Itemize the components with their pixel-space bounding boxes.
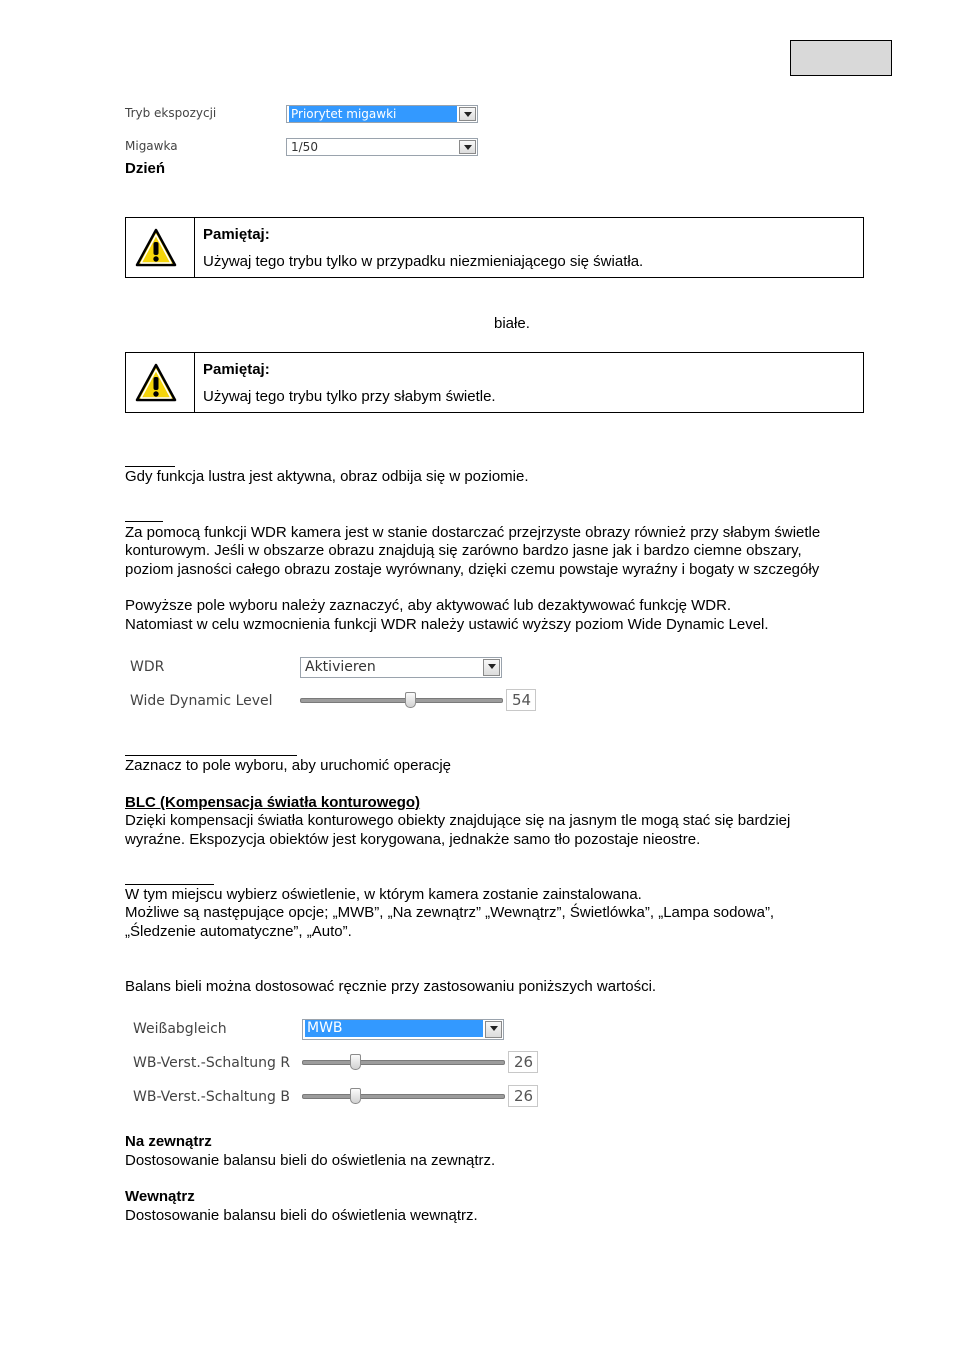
wb-r-slider[interactable]: [302, 1060, 505, 1065]
wb-b-value[interactable]: 26: [508, 1085, 538, 1107]
heading-underline: [125, 755, 297, 756]
exposure-mode-select[interactable]: [286, 105, 478, 123]
chevron-down-icon[interactable]: [485, 1021, 502, 1038]
wide-dynamic-level-slider[interactable]: [300, 698, 503, 703]
heading-underline: [125, 521, 163, 522]
lighting-line: „Śledzenie automatyczne”, „Auto”.: [125, 923, 352, 940]
note-text: Używaj tego trybu tylko przy słabym świetle.: [203, 388, 496, 405]
wide-dynamic-level-value[interactable]: 54: [506, 689, 536, 711]
exposure-mode-value: Priorytet migawki: [289, 106, 457, 122]
mirror-text: Gdy funkcja lustra jest aktywna, obraz odbija się w poziomie.: [125, 468, 529, 485]
wdr-paragraph-line: konturowym. Jeśli w obszarze obrazu znajdują się zarówno bardzo jasne jak i bardzo ciemne obszary,: [125, 542, 802, 559]
note-box: [125, 217, 864, 278]
shutter-label: Migawka: [125, 139, 178, 153]
outdoor-text: Dostosowanie balansu bieli do oświetlenia na zewnątrz.: [125, 1152, 496, 1169]
icon-cell: [126, 353, 195, 412]
warning-icon: [135, 363, 177, 403]
day-heading: Dzień: [125, 160, 166, 177]
icon-cell: [126, 218, 195, 277]
white-balance-select[interactable]: [302, 1019, 504, 1040]
wdr-select[interactable]: [300, 657, 502, 678]
slider-thumb[interactable]: [350, 1088, 361, 1104]
white-balance-label: Weißabgleich: [133, 1021, 227, 1037]
blc-heading: BLC (Kompensacja światła konturowego): [125, 794, 421, 811]
warning-icon: [135, 228, 177, 268]
shutter-select[interactable]: [286, 138, 478, 156]
slider-thumb[interactable]: [405, 692, 416, 708]
wdr-paragraph-line: Powyższe pole wyboru należy zaznaczyć, aby aktywować lub dezaktywować funkcję WDR.: [125, 597, 732, 614]
chevron-down-icon[interactable]: [483, 659, 500, 676]
wdr-paragraph-line: poziom jasności całego obrazu zostaje wyrównany, dzięki czemu powstaje wyraźny i bogaty w szczegóły: [125, 561, 820, 578]
heading-underline: [125, 884, 214, 885]
note-title: Pamiętaj:: [203, 361, 270, 378]
wb-r-value[interactable]: 26: [508, 1051, 538, 1073]
heading-underline: [125, 466, 175, 467]
white-balance-value: MWB: [305, 1020, 483, 1037]
wb-manual-text: Balans bieli można dostosować ręcznie przy zastosowaniu poniższych wartości.: [125, 978, 657, 995]
wdr-value: Aktivieren: [305, 659, 376, 675]
note-title: Pamiętaj:: [203, 226, 270, 243]
chevron-down-icon[interactable]: [459, 140, 476, 154]
indoor-heading: Wewnątrz: [125, 1188, 195, 1205]
wide-dynamic-level-label: Wide Dynamic Level: [130, 693, 273, 709]
checkbox-text: Zaznacz to pole wyboru, aby uruchomić operację: [125, 757, 452, 774]
wdr-paragraph-line: Natomiast w celu wzmocnienia funkcji WDR należy ustawić wyższy poziom Wide Dynamic Level.: [125, 616, 769, 633]
exposure-mode-label: Tryb ekspozycji: [125, 106, 217, 120]
page-number-box: [790, 40, 892, 76]
note-text: Używaj tego trybu tylko w przypadku niezmieniającego się światła.: [203, 253, 644, 270]
wb-b-label: WB-Verst.-Schaltung B: [133, 1089, 290, 1105]
wdr-label: WDR: [130, 659, 165, 675]
indoor-text: Dostosowanie balansu bieli do oświetlenia wewnątrz.: [125, 1207, 478, 1224]
slider-thumb[interactable]: [350, 1054, 361, 1070]
lighting-line: Możliwe są następujące opcje; „MWB”, „Na zewnątrz” „Wewnątrz”, Świetlówka”, „Lampa sodowa”,: [125, 904, 775, 921]
bw-text: białe.: [494, 315, 530, 332]
shutter-value: 1/50: [291, 140, 318, 154]
blc-line: Dzięki kompensacji światła konturowego obiekty znajdujące się na jasnym tle mogą stać się bardziej: [125, 812, 791, 829]
note-box: [125, 352, 864, 413]
wb-r-label: WB-Verst.-Schaltung R: [133, 1055, 291, 1071]
chevron-down-icon[interactable]: [459, 107, 476, 121]
lighting-line: W tym miejscu wybierz oświetlenie, w którym kamera zostanie zainstalowana.: [125, 886, 642, 903]
wb-b-slider[interactable]: [302, 1094, 505, 1099]
wdr-paragraph-line: Za pomocą funkcji WDR kamera jest w stanie dostarczać przejrzyste obrazy również przy słabym świetle: [125, 524, 821, 541]
blc-line: wyraźne. Ekspozycja obiektów jest korygowana, jednakże samo tło pozostaje nieostre.: [125, 831, 701, 848]
outdoor-heading: Na zewnątrz: [125, 1133, 212, 1150]
